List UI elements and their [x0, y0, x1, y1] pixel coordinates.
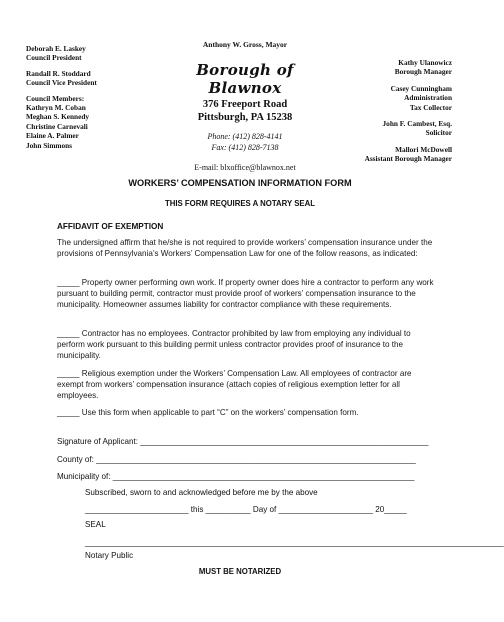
assistant-manager-title: Assistant Borough Manager [364, 154, 452, 164]
council-member: Elaine A. Palmer [26, 131, 79, 141]
email-address: E-mail: blxoffice@blawnox.net [194, 163, 296, 172]
address-line-1: 376 Freeport Road [202, 99, 288, 110]
municipality-field[interactable]: Municipality of: ___________________________________________________________________ [57, 472, 415, 481]
fax-number: Fax: (412) 828-7138 [211, 143, 279, 152]
council-member: John Simmons [26, 140, 73, 150]
admin-title: Administration [404, 93, 452, 103]
assistant-manager-name: Mallori McDowell [395, 144, 452, 154]
staff-column [302, 58, 452, 171]
notary-requirement: THIS FORM REQUIRES A NOTARY SEAL [164, 199, 316, 208]
option-property-owner: _____ Property owner performing own work. If property owner does hire a contractor to perform any work pursuant to building permit, contractor must provide proof of workers’ compensation insurance to the municipality. Homeowner assumes liability for contractor compliance with these requirements. [57, 278, 434, 310]
manager-title: Borough Manager [394, 67, 452, 77]
seal-label: SEAL [85, 520, 106, 529]
notary-signature-field[interactable]: _____________________________________________________________________________________________ [85, 538, 504, 547]
council-member: Christine Carnevali [26, 121, 88, 131]
council-members-title: Council Members: [26, 93, 85, 103]
option-no-employees: _____ Contractor has no employees. Contractor prohibited by law from employing any individual to perform work pursuant to this building permit unless contractor provides proof of insurance to the municipality. [57, 329, 411, 361]
phone-number: Phone: (412) 828-4141 [207, 132, 283, 141]
mayor-name: Anthony W. Gross, Mayor [202, 40, 288, 49]
county-field[interactable]: County of: _______________________________________________________________________ [57, 455, 416, 464]
council-vice-title: Council Vice President [26, 78, 97, 88]
must-be-notarized: MUST BE NOTARIZED [198, 567, 282, 576]
applicant-signature-field[interactable]: Signature of Applicant: ________________________________________________________________ [57, 437, 429, 446]
council-column [26, 44, 146, 156]
affidavit-heading: AFFIDAVIT OF EXEMPTION [57, 222, 164, 231]
tax-collector-title: Tax Collector [409, 102, 452, 112]
solicitor-title: Solicitor [425, 128, 452, 138]
admin-name: Casey Cunningham [390, 83, 452, 93]
council-member: Meghan S. Kennedy [26, 112, 90, 122]
notary-public-label: Notary Public [85, 551, 134, 560]
form-title: WORKERS’ COMPENSATION INFORMATION FORM [128, 178, 352, 188]
notary-date-field[interactable]: _______________________ this __________ Day of _____________________ 20_____ [85, 505, 407, 514]
borough-name: Borough of Blawnox [196, 61, 294, 97]
address-line-2: Pittsburgh, PA 15238 [197, 112, 293, 123]
council-member: Kathryn M. Coban [26, 103, 86, 113]
manager-name: Kathy Ulanowicz [398, 58, 452, 67]
option-religious-exemption: _____ Religious exemption under the Workers’ Compensation Law. All employees of contractor are exempt from workers’ compensation insurance (attach copies of religious exemption letter for all employees. [57, 369, 412, 401]
council-vice-name: Randall R. Stoddard [26, 68, 91, 78]
subscribed-statement: Subscribed, sworn to and acknowledged before me by the above [85, 488, 318, 497]
intro-paragraph: The undersigned affirm that he/she is not required to provide workers’ compensation insurance under the provisions of Pennsylvania’s Workers’ Compensation Law for one of the follow reasons, as indicated: [57, 238, 433, 259]
council-president-name: Deborah E. Laskey [26, 44, 86, 53]
option-part-c: _____ Use this form when applicable to part “C” on the workers’ compensation form. [57, 408, 359, 417]
solicitor-name: John F. Cambest, Esq. [382, 119, 452, 129]
council-president-title: Council President [26, 53, 82, 63]
